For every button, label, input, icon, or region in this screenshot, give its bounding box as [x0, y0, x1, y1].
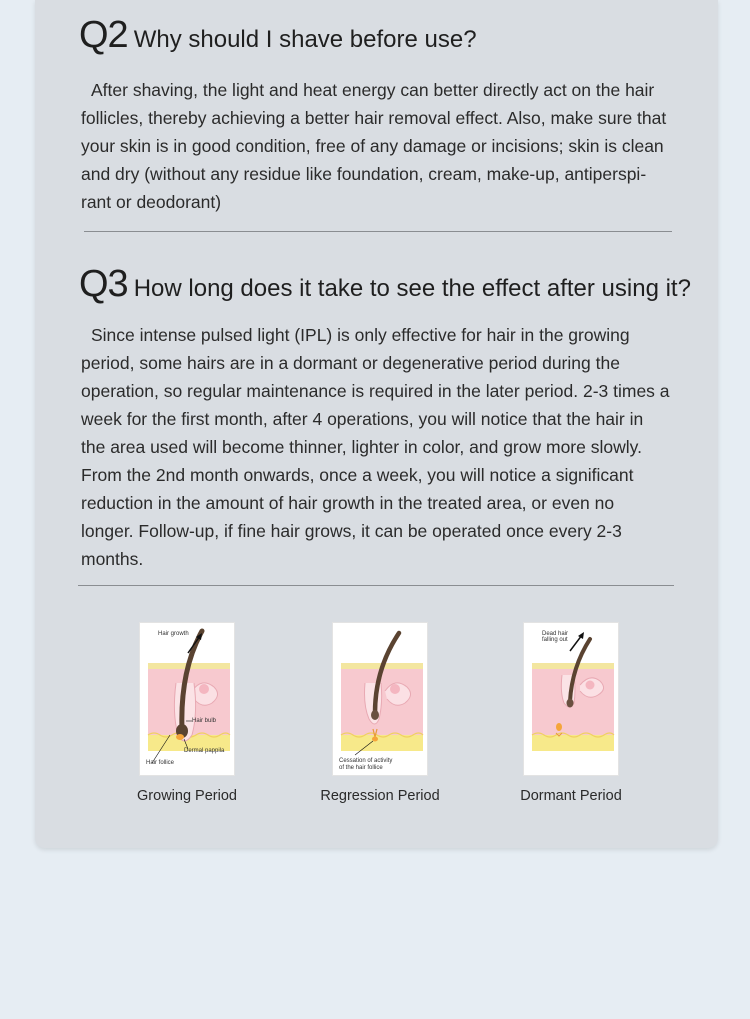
- q2-number: Q2: [79, 14, 128, 56]
- faq-card: [35, 0, 718, 848]
- annotation-falling-out: falling out: [542, 637, 568, 643]
- annotation-hair-growth: Hair growth: [158, 631, 189, 637]
- regression-period-label: Regression Period: [320, 788, 440, 804]
- annotation-cessation-1: Cessation of activity: [339, 758, 393, 764]
- q3-heading: [79, 263, 691, 306]
- q3-answer: Since intense pulsed light (IPL) is only effective for hair in the growing period, some hairs are in a dormant or degenerative period during the operation, so regular maintenance is required in the later period. 2-3 times a week for the first month, after 4 operations, you will notice that the hair in the area used will become thinner, lighter in color, and grow more slowly. From the 2nd month onwards, once a week, you will notice a significant reduction in the amount of hair growth in the treated area, or even no longer. Follow-up, if fine hair grows, it can be operated once every 2-3 months.: [81, 325, 670, 569]
- annotation-hair-bulb: Hair bulb: [192, 718, 217, 724]
- annotation-dead-hair: Dead hair: [542, 631, 569, 637]
- annotation-hair-follice: Hair follice: [146, 760, 175, 766]
- q3-number: Q3: [79, 263, 128, 305]
- q2-heading: [79, 14, 477, 57]
- stage-regression: [290, 622, 470, 804]
- growing-period-label: Growing Period: [137, 788, 237, 804]
- regression-period-illustration: [332, 622, 428, 776]
- q2-title: Why should I shave before use?: [133, 26, 477, 53]
- q2-answer: After shaving, the light and heat energy can better directly act on the hair follicles, thereby achieving a better hair removal effect. Also, make sure that your skin is in good condition, free of any damage or incisions; skin is clean and dry (without any residue like foundation, cream, make-up, antiperspi-rant or deodorant): [81, 80, 667, 212]
- annotation-cessation-2: of the hair follice: [339, 765, 383, 771]
- dormant-period-label: Dormant Period: [520, 788, 622, 804]
- divider-q3: [78, 585, 674, 586]
- stage-growing: [97, 622, 277, 804]
- growing-period-illustration: [139, 622, 235, 776]
- dormant-period-illustration: [523, 622, 619, 776]
- annotation-dermal-pappila: Dermal pappila: [184, 748, 225, 754]
- stage-dormant: [481, 622, 661, 804]
- q3-title: How long does it take to see the effect after using it?: [133, 275, 691, 302]
- divider-q2: [84, 231, 672, 232]
